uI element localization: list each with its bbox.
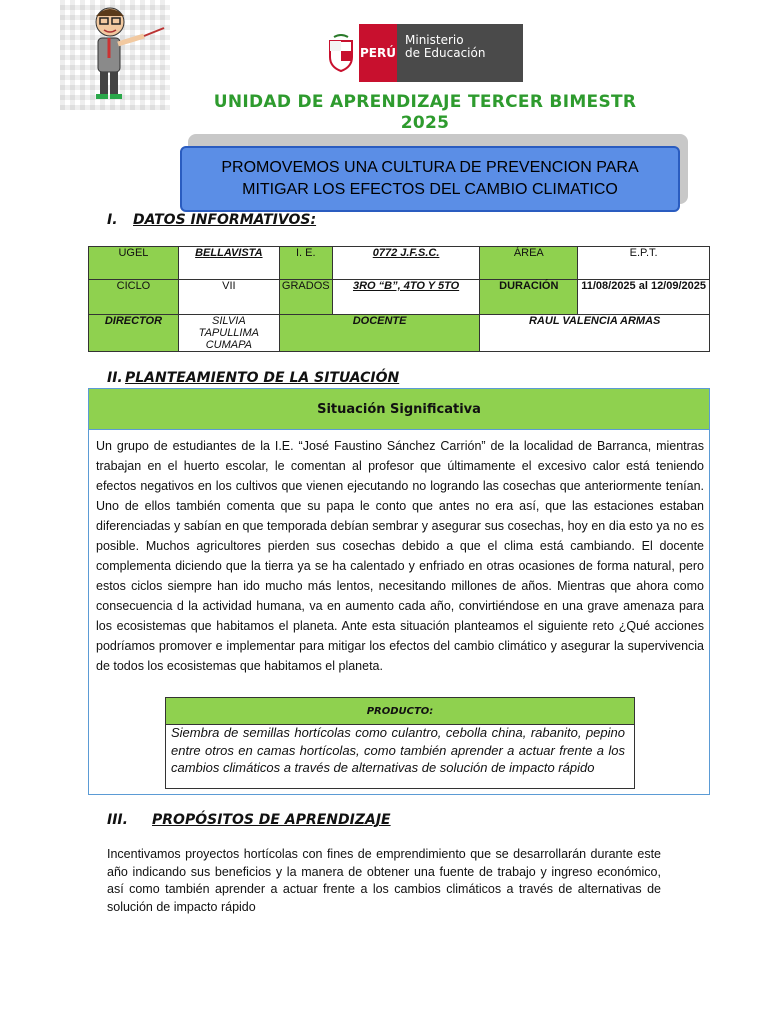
info-table — [88, 246, 710, 352]
section-heading-2 — [107, 370, 399, 386]
ugel-value: BELLAVISTA — [178, 247, 279, 280]
page-title — [150, 92, 700, 134]
title-line2: 2025 — [400, 113, 450, 133]
section-heading-1 — [107, 212, 316, 228]
coat-of-arms-icon — [323, 24, 359, 82]
ministry-line2: de Educación — [405, 46, 486, 60]
duracion-value: 11/08/2025 al 12/09/2025 — [578, 280, 710, 315]
docente-label: DOCENTE — [279, 315, 480, 352]
grados-value: 3RO “B”, 4TO Y 5TO — [332, 280, 480, 315]
purpose-text: Incentivamos proyectos hortícolas con fines de emprendimiento que se desarrollarán durante este año indicando sus beneficios y la manera de obtener una fuente de trabajo y ingreso económico, así como también aprender a actuar frente a los cambios climáticos a través de alternativas de solución de impacto rápido — [107, 847, 661, 914]
duracion-label: DURACIÓN — [480, 280, 578, 315]
ie-value: 0772 J.F.S.C. — [332, 247, 480, 280]
situation-text: Un grupo de estudiantes de la I.E. “José Faustino Sánchez Carrión” de la localidad de Barranca, mientras trabajan en el huerto escolar, le comentan al profesor que últimamente el excesivo calor está teniendo efectos negativos en los cultivos que vienen ejecutando no logrando las cosechas que anteriormente tenían. Uno de ellos también comenta que su papa le conto que antes no era así, que las estaciones estaban diferenciadas y sabían en que temporada debían sembrar y asegurar sus cosechas, hoy en dia esto ya no es posible. Muchos agricultores pierden sus cosechas debido a que el clima está cambiando. El docente complementa diciendo que la tierra ya se ha calentado y enfriado en otras ocasiones de forma natural, pero estos ciclos siempre han ido mucho más lentos, necesitando millones de años. Mientras que ahora como consecuencia d la actividad humana, va en aumento cada año, convirtiéndose en una grave amenaza para los ecosistemas que habitamos el planeta. Ante esta situación planteamos el siguiente reto ¿Qué acciones podríamos promover e implementar para mitigar los efectos del cambio climático y asegurar la supervivencia de todos los ecosistemas que habitamos el planeta. — [96, 439, 704, 673]
situation-heading: Situación Significativa — [89, 389, 709, 430]
ie-label: I. E. — [279, 247, 332, 280]
ciclo-value: VII — [178, 280, 279, 315]
area-label: ÁREA — [480, 247, 578, 280]
area-value: E.P.T. — [578, 247, 710, 280]
product-text: Siembra de semillas hortícolas como culantro, cebolla china, rabanito, pepino entre otros en camas hortícolas, como también aprender a actuar frente a los cambios climáticos a través de alternativas de solución de impacto rápido — [171, 725, 625, 775]
director-label: DIRECTOR — [89, 315, 179, 352]
banner — [180, 146, 680, 212]
section-title: DATOS INFORMATIVOS: — [133, 212, 317, 228]
minedu-logo — [323, 24, 523, 82]
section-number: III. — [107, 812, 128, 828]
section-number: I. — [107, 212, 118, 228]
grados-label: GRADOS — [279, 280, 332, 315]
ciclo-label: CICLO — [89, 280, 179, 315]
section-title: PROPÓSITOS DE APRENDIZAJE — [152, 812, 391, 828]
peru-label: PERÚ — [359, 24, 397, 82]
section-title: PLANTEAMIENTO DE LA SITUACIÓN — [125, 370, 400, 386]
ministry-line1: Ministerio — [405, 33, 464, 47]
docente-value: RAUL VALENCIA ARMAS — [480, 315, 710, 352]
section-heading-3 — [107, 812, 391, 828]
ministry-label — [397, 24, 523, 82]
ugel-label: UGEL — [89, 247, 179, 280]
banner-text: PROMOVEMOS UNA CULTURA DE PREVENCION PARA MITIGAR LOS EFECTOS DEL CAMBIO CLIMATICO — [221, 159, 639, 198]
section-number: II. — [107, 370, 123, 386]
title-line1: UNIDAD DE APRENDIZAJE TERCER BIMESTR — [213, 92, 637, 112]
product-heading: PRODUCTO: — [166, 698, 634, 725]
director-value: SILVIA TAPULLIMA CUMAPA — [178, 315, 279, 352]
